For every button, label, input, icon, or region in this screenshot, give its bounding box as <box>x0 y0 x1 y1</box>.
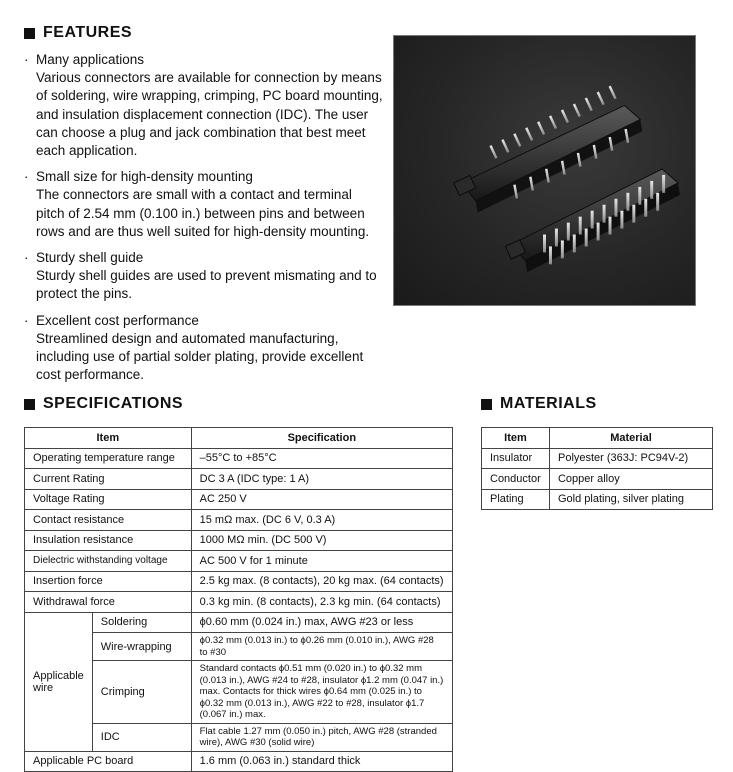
bullet-icon: · <box>24 169 29 185</box>
spec-value: 15 mΩ max. (DC 6 V, 0.3 A) <box>191 510 452 531</box>
table-row <box>25 448 453 469</box>
spec-item: Dielectric withstanding voltage <box>25 551 192 572</box>
square-bullet-icon <box>24 399 35 410</box>
header-item: Item <box>482 428 550 449</box>
wire-subitem: Wire-wrapping <box>92 633 191 661</box>
feature-item <box>24 51 384 160</box>
header-spec: Specification <box>191 428 452 449</box>
table-row <box>25 751 453 772</box>
materials-table <box>481 427 713 510</box>
table-row <box>25 551 453 572</box>
material-item: Plating <box>482 489 550 510</box>
table-header-row <box>25 428 453 449</box>
features-list <box>24 51 384 392</box>
table-row <box>25 489 453 510</box>
feature-text: Sturdy shell guides are used to prevent mismating and to protect the pins. <box>36 268 377 302</box>
connector-illustration <box>394 36 695 305</box>
spec-value: DC 3 A (IDC type: 1 A) <box>191 469 452 490</box>
spec-item: Contact resistance <box>25 510 192 531</box>
spec-value: 2.5 kg max. (8 contacts), 20 kg max. (64 contacts) <box>191 571 452 592</box>
table-header-row <box>482 428 713 449</box>
feature-text: Streamlined design and automated manufacturing, including use of partial solder plating, provide excellent cost performance. <box>36 330 364 383</box>
table-row <box>25 612 453 633</box>
material-value: Copper alloy <box>549 469 712 490</box>
table-row <box>25 592 453 613</box>
material-item: Conductor <box>482 469 550 490</box>
features-heading <box>24 24 132 42</box>
specifications-title: SPECIFICATIONS <box>43 395 184 412</box>
table-row <box>482 448 713 469</box>
wire-spec: ϕ0.60 mm (0.024 in.) max, AWG #23 or less <box>191 612 452 633</box>
specifications-heading <box>24 395 183 413</box>
feature-text: Various connectors are available for connection by means of soldering, wire wrapping, crimping, PC board mounting, and insulation displacement connection (IDC). The user can choose a plug and jack combination that best meet each application. <box>36 70 383 159</box>
spec-item: Insertion force <box>25 571 192 592</box>
spec-item: Applicable PC board <box>25 751 192 772</box>
wire-subitem: Soldering <box>92 612 191 633</box>
spec-item: Current Rating <box>25 469 192 490</box>
feature-title: Excellent cost performance <box>36 312 199 328</box>
spec-item: Voltage Rating <box>25 489 192 510</box>
bullet-icon: · <box>24 312 29 328</box>
feature-title: Many applications <box>36 52 145 67</box>
header-item: Item <box>25 428 192 449</box>
table-row <box>25 469 453 490</box>
wire-subitem: IDC <box>92 723 191 751</box>
spec-value: AC 250 V <box>191 489 452 510</box>
features-title: FEATURES <box>43 24 133 41</box>
table-row <box>482 489 713 510</box>
header-material: Material <box>549 428 712 449</box>
material-item: Insulator <box>482 448 550 469</box>
wire-spec: ϕ0.32 mm (0.013 in.) to ϕ0.26 mm (0.010 in.), AWG #28 to #30 <box>191 633 452 661</box>
feature-item <box>24 168 384 241</box>
spec-value: AC 500 V for 1 minute <box>191 551 452 572</box>
wire-subitem: Crimping <box>92 661 191 724</box>
connector-photo <box>393 35 696 306</box>
table-row <box>25 571 453 592</box>
wire-label: Applicable wire <box>25 612 93 751</box>
spec-value: 1.6 mm (0.063 in.) standard thick <box>191 751 452 772</box>
spec-item: Insulation resistance <box>25 530 192 551</box>
feature-title: Small size for high-density mounting <box>36 169 253 185</box>
spec-value: –55°C to +85°C <box>191 448 452 469</box>
table-row <box>25 510 453 531</box>
spec-item: Operating temperature range <box>25 448 192 469</box>
feature-text: The connectors are small with a contact and terminal pitch of 2.54 mm (0.100 in.) between pins and between rows and are thus well suited for high-density mounting. <box>36 187 370 239</box>
feature-item <box>24 249 384 304</box>
spec-value: 0.3 kg min. (8 contacts), 2.3 kg min. (64 contacts) <box>191 592 452 613</box>
wire-spec: Flat cable 1.27 mm (0.050 in.) pitch, AWG #28 (stranded wire), AWG #30 (solid wire) <box>191 723 452 751</box>
spec-item: Withdrawal force <box>25 592 192 613</box>
specifications-table <box>24 427 453 772</box>
feature-title: Sturdy shell guide <box>36 250 144 266</box>
bullet-icon: · <box>24 250 29 266</box>
feature-item <box>24 312 384 385</box>
material-value: Polyester (363J: PC94V-2) <box>549 448 712 469</box>
material-value: Gold plating, silver plating <box>549 489 712 510</box>
materials-heading <box>481 395 597 413</box>
materials-title: MATERIALS <box>500 395 597 412</box>
table-row <box>482 469 713 490</box>
wire-spec: Standard contacts ϕ0.51 mm (0.020 in.) to ϕ0.32 mm (0.013 in.), AWG #24 to #28, insulator ϕ1.2 mm (0.047 in.) max. Contacts for thick wires ϕ0.64 mm (0.025 in.) to ϕ0.32 mm (0.013 in.), AWG #22 to #28, insulator ϕ1.7 (0.067 in.) max. <box>191 661 452 724</box>
spec-value: 1000 MΩ min. (DC 500 V) <box>191 530 452 551</box>
table-row <box>25 530 453 551</box>
bullet-icon: · <box>24 52 29 67</box>
square-bullet-icon <box>481 399 492 410</box>
square-bullet-icon <box>24 28 35 39</box>
